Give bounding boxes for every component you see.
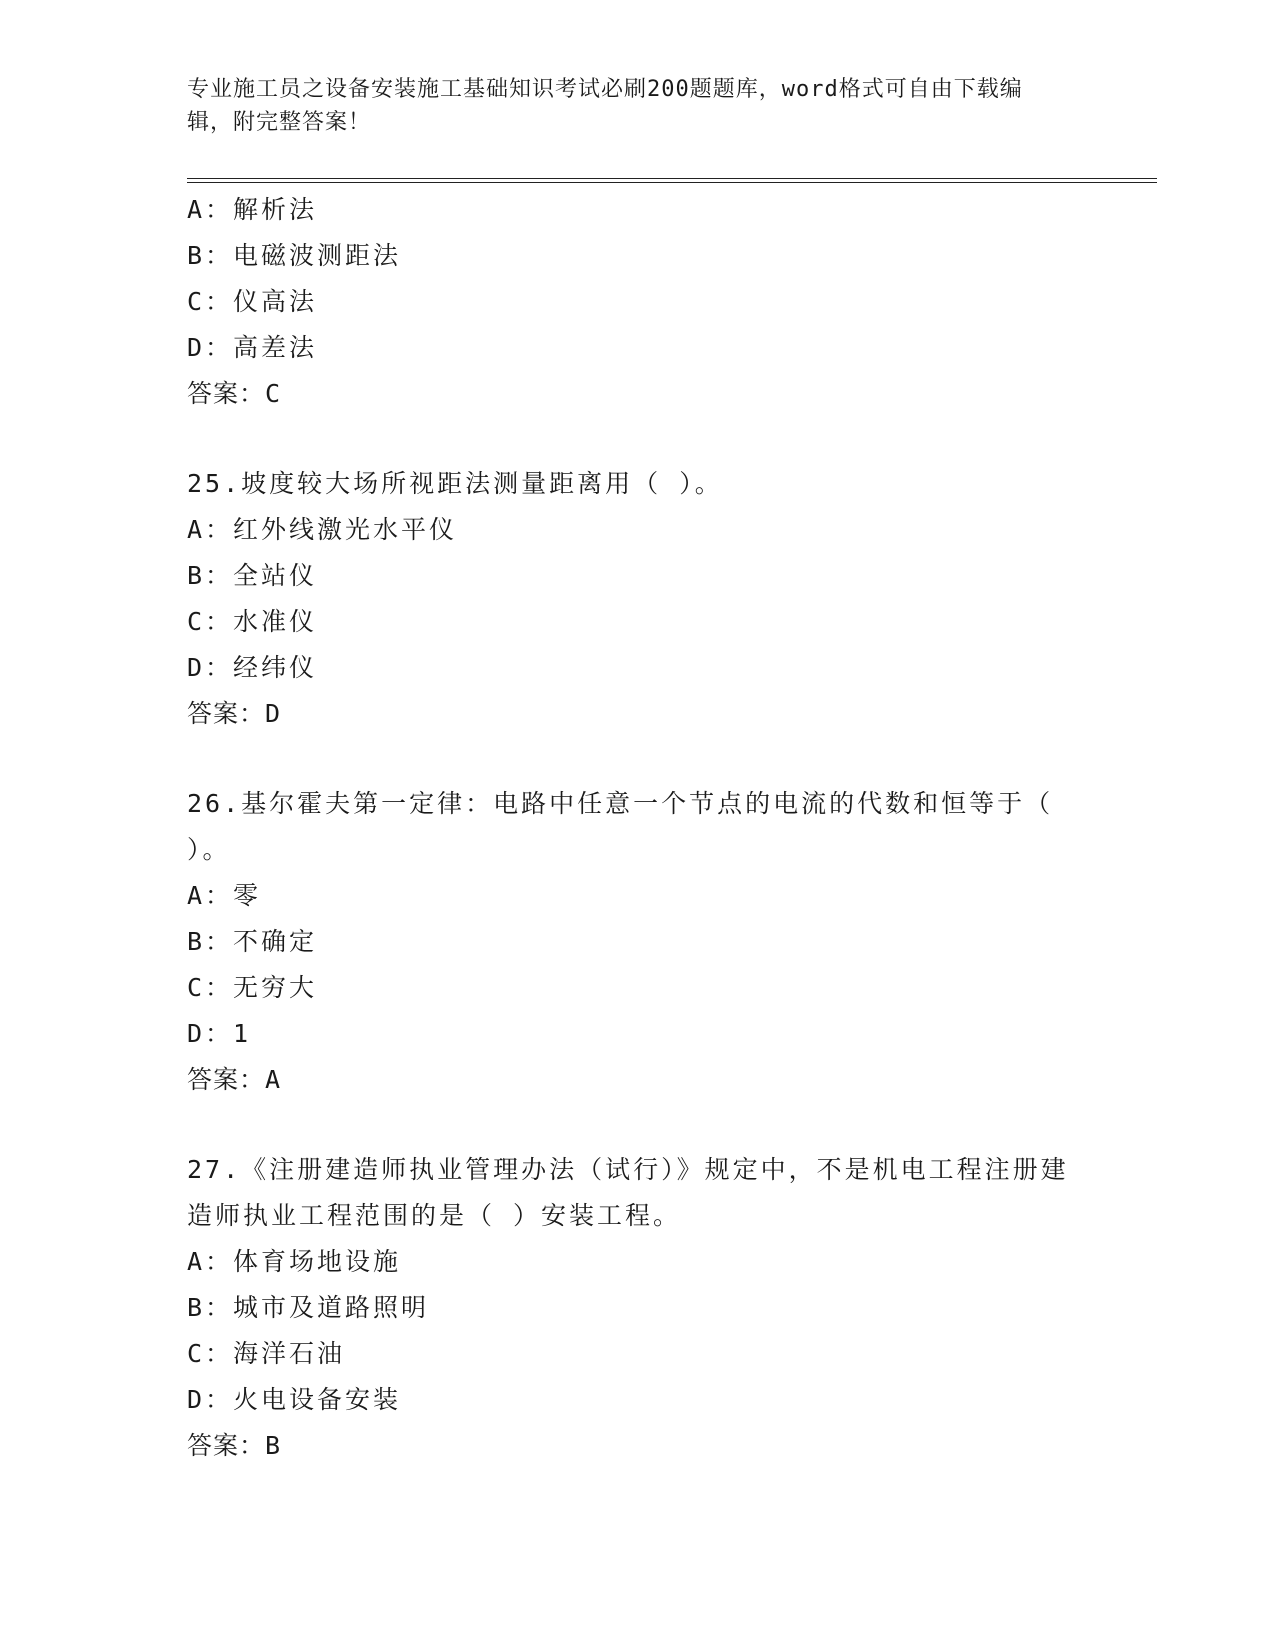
option-c: C：海洋石油: [187, 1339, 346, 1368]
header-divider: [187, 178, 1157, 183]
option-d: D：火电设备安装: [187, 1385, 402, 1414]
option-c: C：仪高法: [187, 287, 318, 316]
option-b: B：不确定: [187, 927, 318, 956]
question-text: 26.基尔霍夫第一定律：电路中任意一个节点的电流的代数和恒等于（ ）。: [187, 789, 1054, 864]
answer-line: 答案：D: [187, 699, 282, 728]
option-a: A：解析法: [187, 195, 318, 224]
option-a: A：红外线激光水平仪: [187, 515, 458, 544]
option-c: C：水准仪: [187, 607, 318, 636]
option-d: D：1: [187, 1019, 252, 1048]
question-block-26: [187, 781, 1087, 1103]
option-b: B：城市及道路照明: [187, 1293, 430, 1322]
question-block-24: [187, 187, 1087, 417]
answer-line: 答案：C: [187, 379, 282, 408]
answer-line: 答案：A: [187, 1065, 282, 1094]
option-d: D：经纬仪: [187, 653, 318, 682]
question-text: 25.坡度较大场所视距法测量距离用（ ）。: [187, 469, 723, 498]
option-b: B：电磁波测距法: [187, 241, 402, 270]
option-b: B：全站仪: [187, 561, 318, 590]
answer-line: 答案：B: [187, 1431, 282, 1460]
question-text: 27.《注册建造师执业管理办法（试行）》规定中，不是机电工程注册建造师执业工程范围的是（ ）安装工程。: [187, 1155, 1069, 1230]
document-content: [187, 187, 1087, 1469]
question-block-27: [187, 1147, 1087, 1469]
question-block-25: [187, 461, 1087, 737]
option-d: D：高差法: [187, 333, 318, 362]
option-a: A：零: [187, 881, 262, 910]
document-header: 专业施工员之设备安装施工基础知识考试必刷200题题库，word格式可自由下载编辑，附完整答案！: [187, 77, 1023, 135]
option-a: A：体育场地设施: [187, 1247, 402, 1276]
option-c: C：无穷大: [187, 973, 318, 1002]
